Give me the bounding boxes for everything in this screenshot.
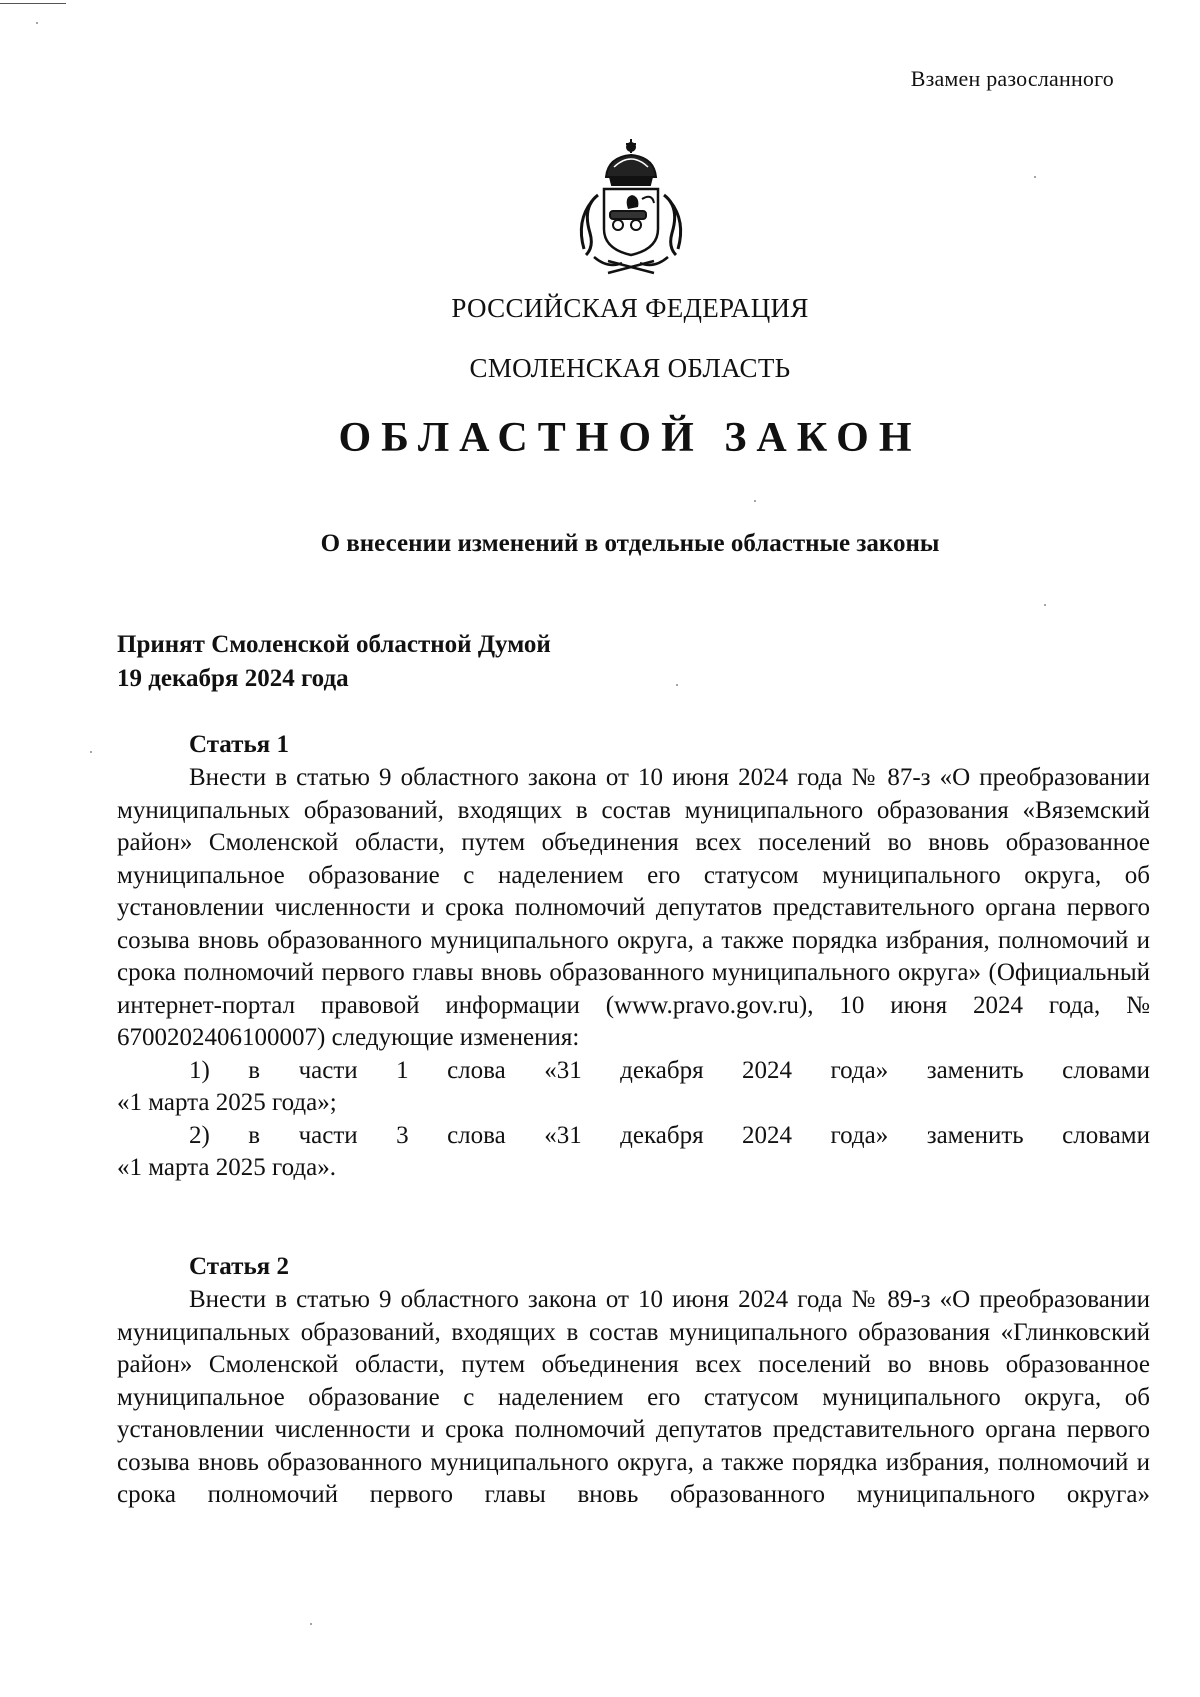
scan-speck: [36, 22, 38, 24]
region-heading: СМОЛЕНСКАЯ ОБЛАСТЬ: [469, 353, 791, 383]
scan-speck: [676, 684, 678, 686]
article-2: [117, 1250, 1150, 1512]
scan-speck: [310, 1623, 312, 1625]
article-text: Внести в статью 9 областного закона от 10 июня 2024 года № 87-з «О преобразовании муниципальных образований, входящих в состав муниципального образования «Вяземский район» Смоленской области, путем объединения всех поселений во вновь образованное муниципальное образование с наделением его статусом муниципального округа, об установлении численности и срока полномочий депутатов представительного органа первого созыва вновь образованного муниципального округа, а также порядка избрания, полномочий и срока полномочий первого главы вновь образованного муниципального округа» (Официальный интернет-портал правовой информации (www.pravo.gov.ru), 10 июня 2024 года, № 6700202406100007) следующие изменения:: [117, 764, 1150, 1051]
amendment-item: [117, 1120, 1150, 1185]
scan-edge-mark: [0, 3, 66, 4]
smolensk-coat-of-arms-icon: [568, 137, 694, 275]
scan-speck: [1034, 176, 1036, 178]
amendment-item-text: 1) в части 1 слова «31 декабря 2024 года» заменить словами: [189, 1056, 1150, 1084]
amendment-item-replacement: «1 марта 2025 года»;: [117, 1089, 337, 1116]
country-heading: РОССИЙСКАЯ ФЕДЕРАЦИЯ: [451, 293, 809, 323]
document-type-heading: ОБЛАСТНОЙ ЗАКОН: [338, 415, 922, 461]
scan-speck: [1044, 604, 1046, 606]
scan-speck: [90, 751, 92, 753]
scan-speck: [754, 500, 756, 502]
adoption-body: Принят Смоленской областной Думой: [117, 631, 551, 658]
amendment-item: [117, 1055, 1150, 1120]
amendment-item-text: 2) в части 3 слова «31 декабря 2024 года» заменить словами: [189, 1121, 1150, 1149]
article-1: [117, 728, 1150, 1185]
article-text: Внести в статью 9 областного закона от 10 июня 2024 года № 89-з «О преобразовании муниципальных образований, входящих в состав муниципального образования «Глинковский район» Смоленской области, путем объединения всех поселений во вновь образованное муниципальное образование с наделением его статусом муниципального округа, об установлении численности и срока полномочий депутатов представительного органа первого созыва вновь образованного муниципального округа, а также порядка избрания, полномочий и срока полномочий первого главы вновь образованного муниципального округа»: [117, 1286, 1150, 1508]
law-title: О внесении изменений в отдельные областные законы: [320, 530, 940, 557]
article-heading: Статья 1: [189, 731, 289, 758]
adoption-date: 19 декабря 2024 года: [117, 665, 349, 692]
article-heading: Статья 2: [189, 1253, 289, 1280]
distribution-note: Взамен разосланного: [910, 66, 1114, 91]
amendment-item-replacement: «1 марта 2025 года».: [117, 1154, 336, 1181]
adoption-block: [117, 628, 551, 696]
